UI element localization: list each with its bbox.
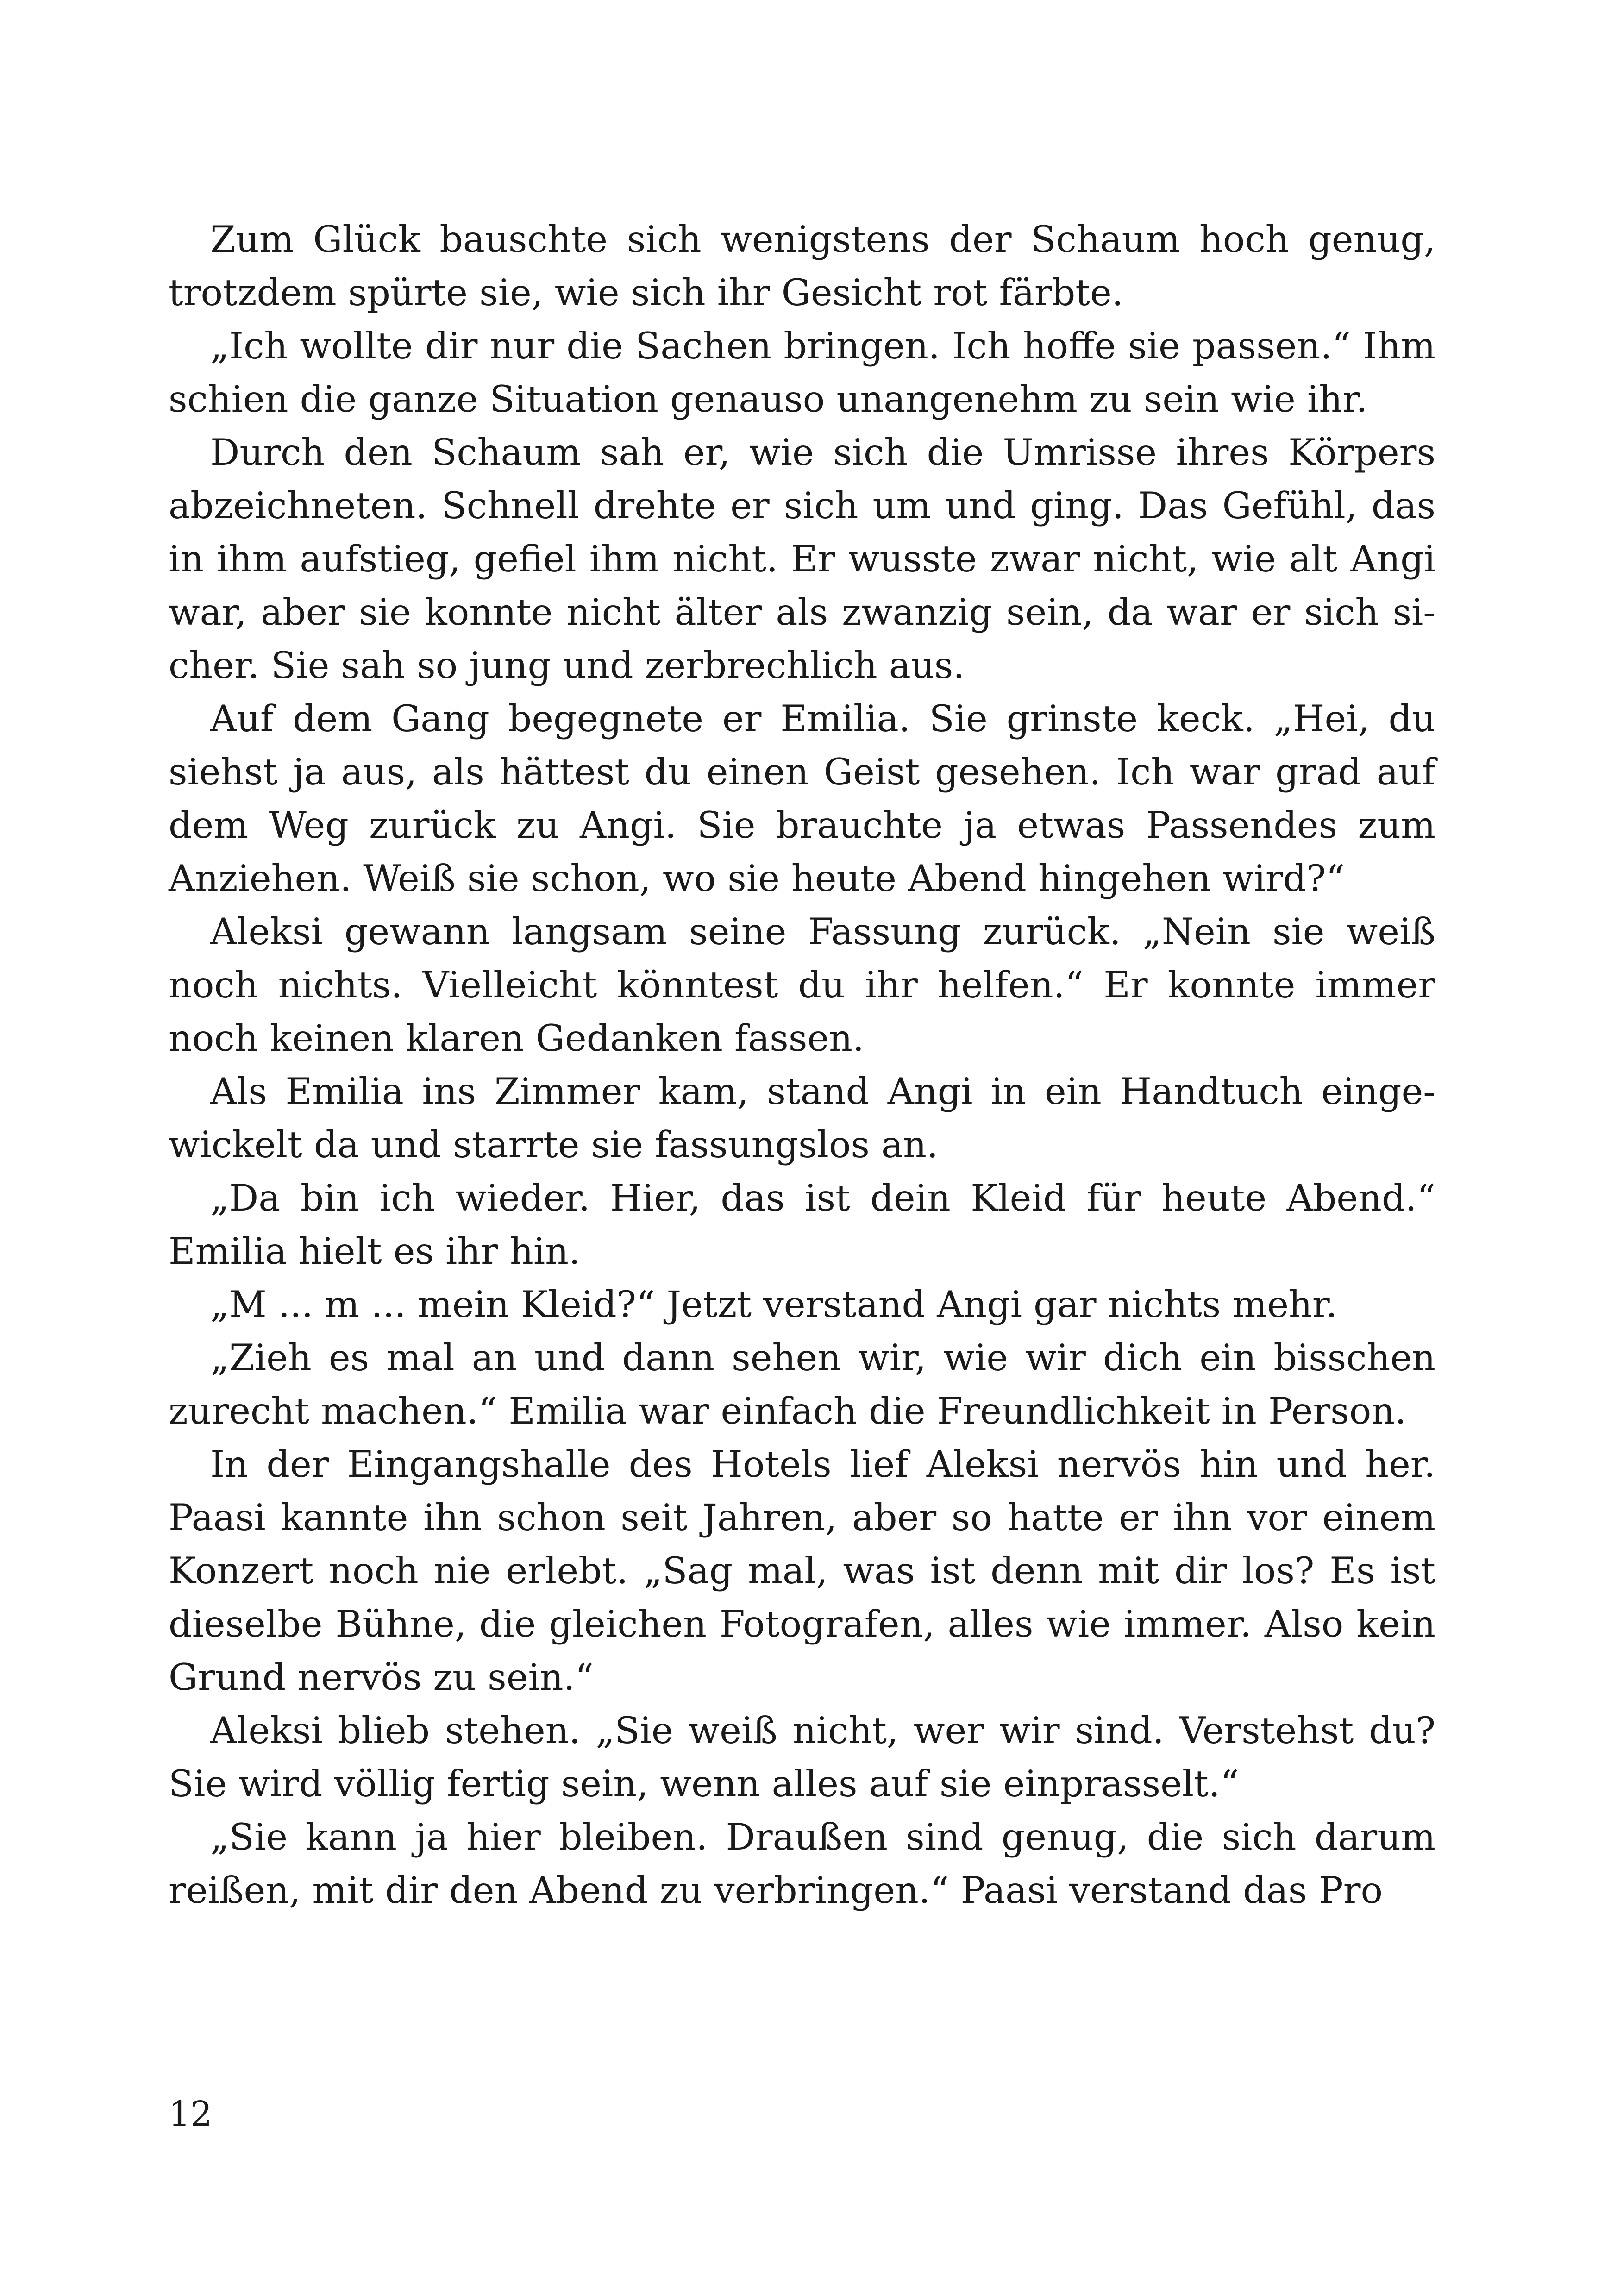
paragraph: Aleksi gewann langsam seine Fassung zurück. „Nein sie weiß noch nichts. Vielleicht könntest du ihr helfen.“ Er konnte immer noch keinen klaren Gedanken fassen.: [169, 910, 1435, 1060]
paragraph: „M ... m ... mein Kleid?“ Jetzt verstand Angi gar nichts mehr.: [210, 1283, 1338, 1326]
page-number: 12: [169, 2094, 213, 2134]
paragraph: „Da bin ich wieder. Hier, das ist dein Kleid für heute Abend.“ Emilia hielt es ihr hin.: [169, 1177, 1435, 1273]
paragraph: Als Emilia ins Zimmer kam, stand Angi in ein Handtuch eingewickelt da und starrte sie fassungslos an.: [169, 1070, 1435, 1166]
paragraph: Auf dem Gang begegnete er Emilia. Sie grinste keck. „Hei, du siehst ja aus, als hättest du einen Geist gesehen. Ich war grad auf dem Weg zurück zu Angi. Sie brauchte ja etwas Passendes zum Anziehen. Weiß sie schon, wo sie heute Abend hingehen wird?“: [169, 697, 1435, 900]
body-text: [169, 213, 1435, 1917]
paragraph: Zum Glück bauschte sich wenigstens der Schaum hoch genug, trotzdem spürte sie, wie sich ihr Gesicht rot färbte.: [169, 218, 1435, 314]
paragraph: „Zieh es mal an und dann sehen wir, wie wir dich ein bisschen zurecht machen.“ Emilia war einfach die Freundlichkeit in Person.: [169, 1336, 1435, 1432]
paragraph: Aleksi blieb stehen. „Sie weiß nicht, wer wir sind. Verstehst du? Sie wird völlig fertig sein, wenn alles auf sie einprasselt.“: [169, 1709, 1435, 1805]
paragraph: Durch den Schaum sah er, wie sich die Umrisse ihres Körpers abzeichneten. Schnell drehte er sich um und ging. Das Gefühl, das in ihm aufstieg, gefiel ihm nicht. Er wusste zwar nicht, wie alt Angi war, aber sie konnte nicht älter als zwanzig sein, da war er sich sicher. Sie sah so jung und zerbrechlich aus.: [169, 431, 1435, 687]
paragraph: „Ich wollte dir nur die Sachen bringen. Ich hoffe sie passen.“ Ihm schien die ganze Situation genauso unangenehm zu sein wie ihr.: [169, 325, 1435, 420]
paragraph: In der Eingangshalle des Hotels lief Aleksi nervös hin und her. Paasi kannte ihn schon seit Jahren, aber so hatte er ihn vor einem Konzert noch nie erlebt. „Sag mal, was ist denn mit dir los? Es ist dieselbe Bühne, die gleichen Fotografen, alles wie immer. Also kein Grund nervös zu sein.“: [169, 1443, 1435, 1699]
paragraph: „Sie kann ja hier bleiben. Draußen sind genug, die sich darum reißen, mit dir den Abend zu verbringen.“ Paasi verstand das Pro: [169, 1816, 1435, 1912]
